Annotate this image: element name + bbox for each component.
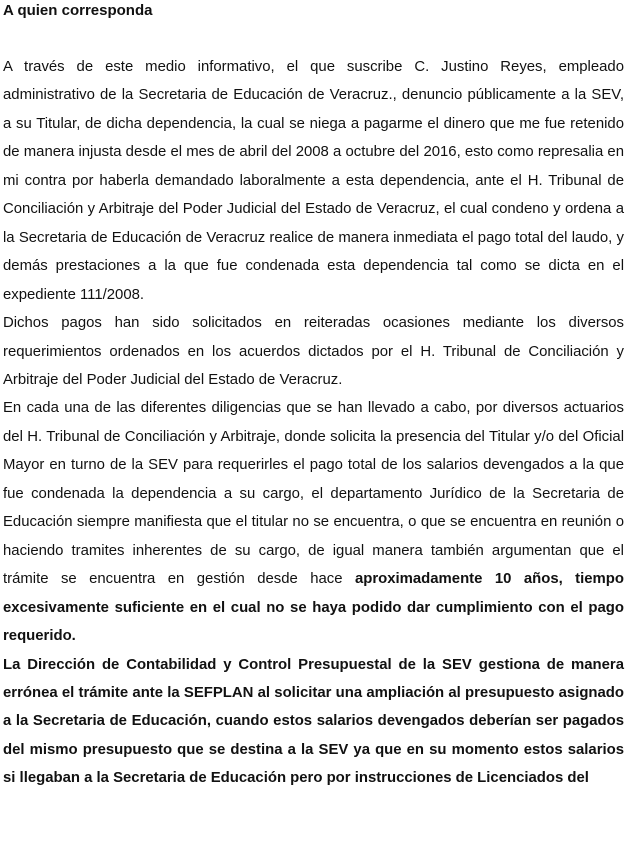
paragraph-requerimientos: Dichos pagos han sido solicitados en reiteradas ocasiones mediante los diversos requerimientos ordenados en los acuerdos dictados por el H. Tribunal de Conciliación y Arbitraje del Poder Judicial del Estado de Veracruz. [3,315,624,388]
paragraph-diligencias-text: En cada una de las diferentes diligencias que se han llevado a cabo, por diversos actuarios del H. Tribunal de Conciliación y Arbitraje, donde solicita la presencia del Titular y/o del Oficial Mayor en turno de la SEV para requerirles el pago total de los salarios devengados a la que fue condenada la dependencia a su cargo, el departamento Jurídico de la Secretaria de Educación siempre manifiesta que el titular no se encuentra, o que se encuentra en reunión o haciendo tramites inherentes de su cargo, de igual manera también argumentan que el trámite se encuentra en gestión desde hace [3,400,624,588]
document-heading: A quien corresponda [3,2,153,19]
paragraph-diligencias-bold: aproximadamente 10 años, tiempo excesivamente suficiente en el cual no se haya podido dar cumplimiento con el pago requerido. [3,571,624,645]
paragraph-denuncia: A través de este medio informativo, el que suscribe C. Justino Reyes, empleado administrativo de la Secretaria de Educación de Veracruz., denuncio públicamente a la SEV, a su Titular, de dicha dependencia, la cual se niega a pagarme el dinero que me fue retenido de manera injusta desde el mes de abril del 2008 a octubre del 2016, esto como represalia en mi contra por haberla demandado laboralmente a esta dependencia, ante el H. Tribunal de Conciliación y Arbitraje del Poder Judicial del Estado de Veracruz, el cual condeno y ordena a la Secretaria de Educación de Veracruz realice de manera inmediata el pago total del laudo, y demás prestaciones a la que fue condenada esta dependencia tal como se dicta en el expediente 111/2008. [3,59,624,303]
paragraph-diligencias [3,394,624,650]
paragraph-contabilidad: La Dirección de Contabilidad y Control Presupuestal de la SEV gestiona de manera errónea el trámite ante la SEFPLAN al solicitar una ampliación al presupuesto asignado a la Secretaria de Educación, cuando estos salarios devengados deberían ser pagados del mismo presupuesto que se destina a la SEV ya que en su momento estos salarios si llegaban a la Secretaria de Educación pero por instrucciones de Licenciados del [3,656,624,787]
document-body [3,53,624,793]
